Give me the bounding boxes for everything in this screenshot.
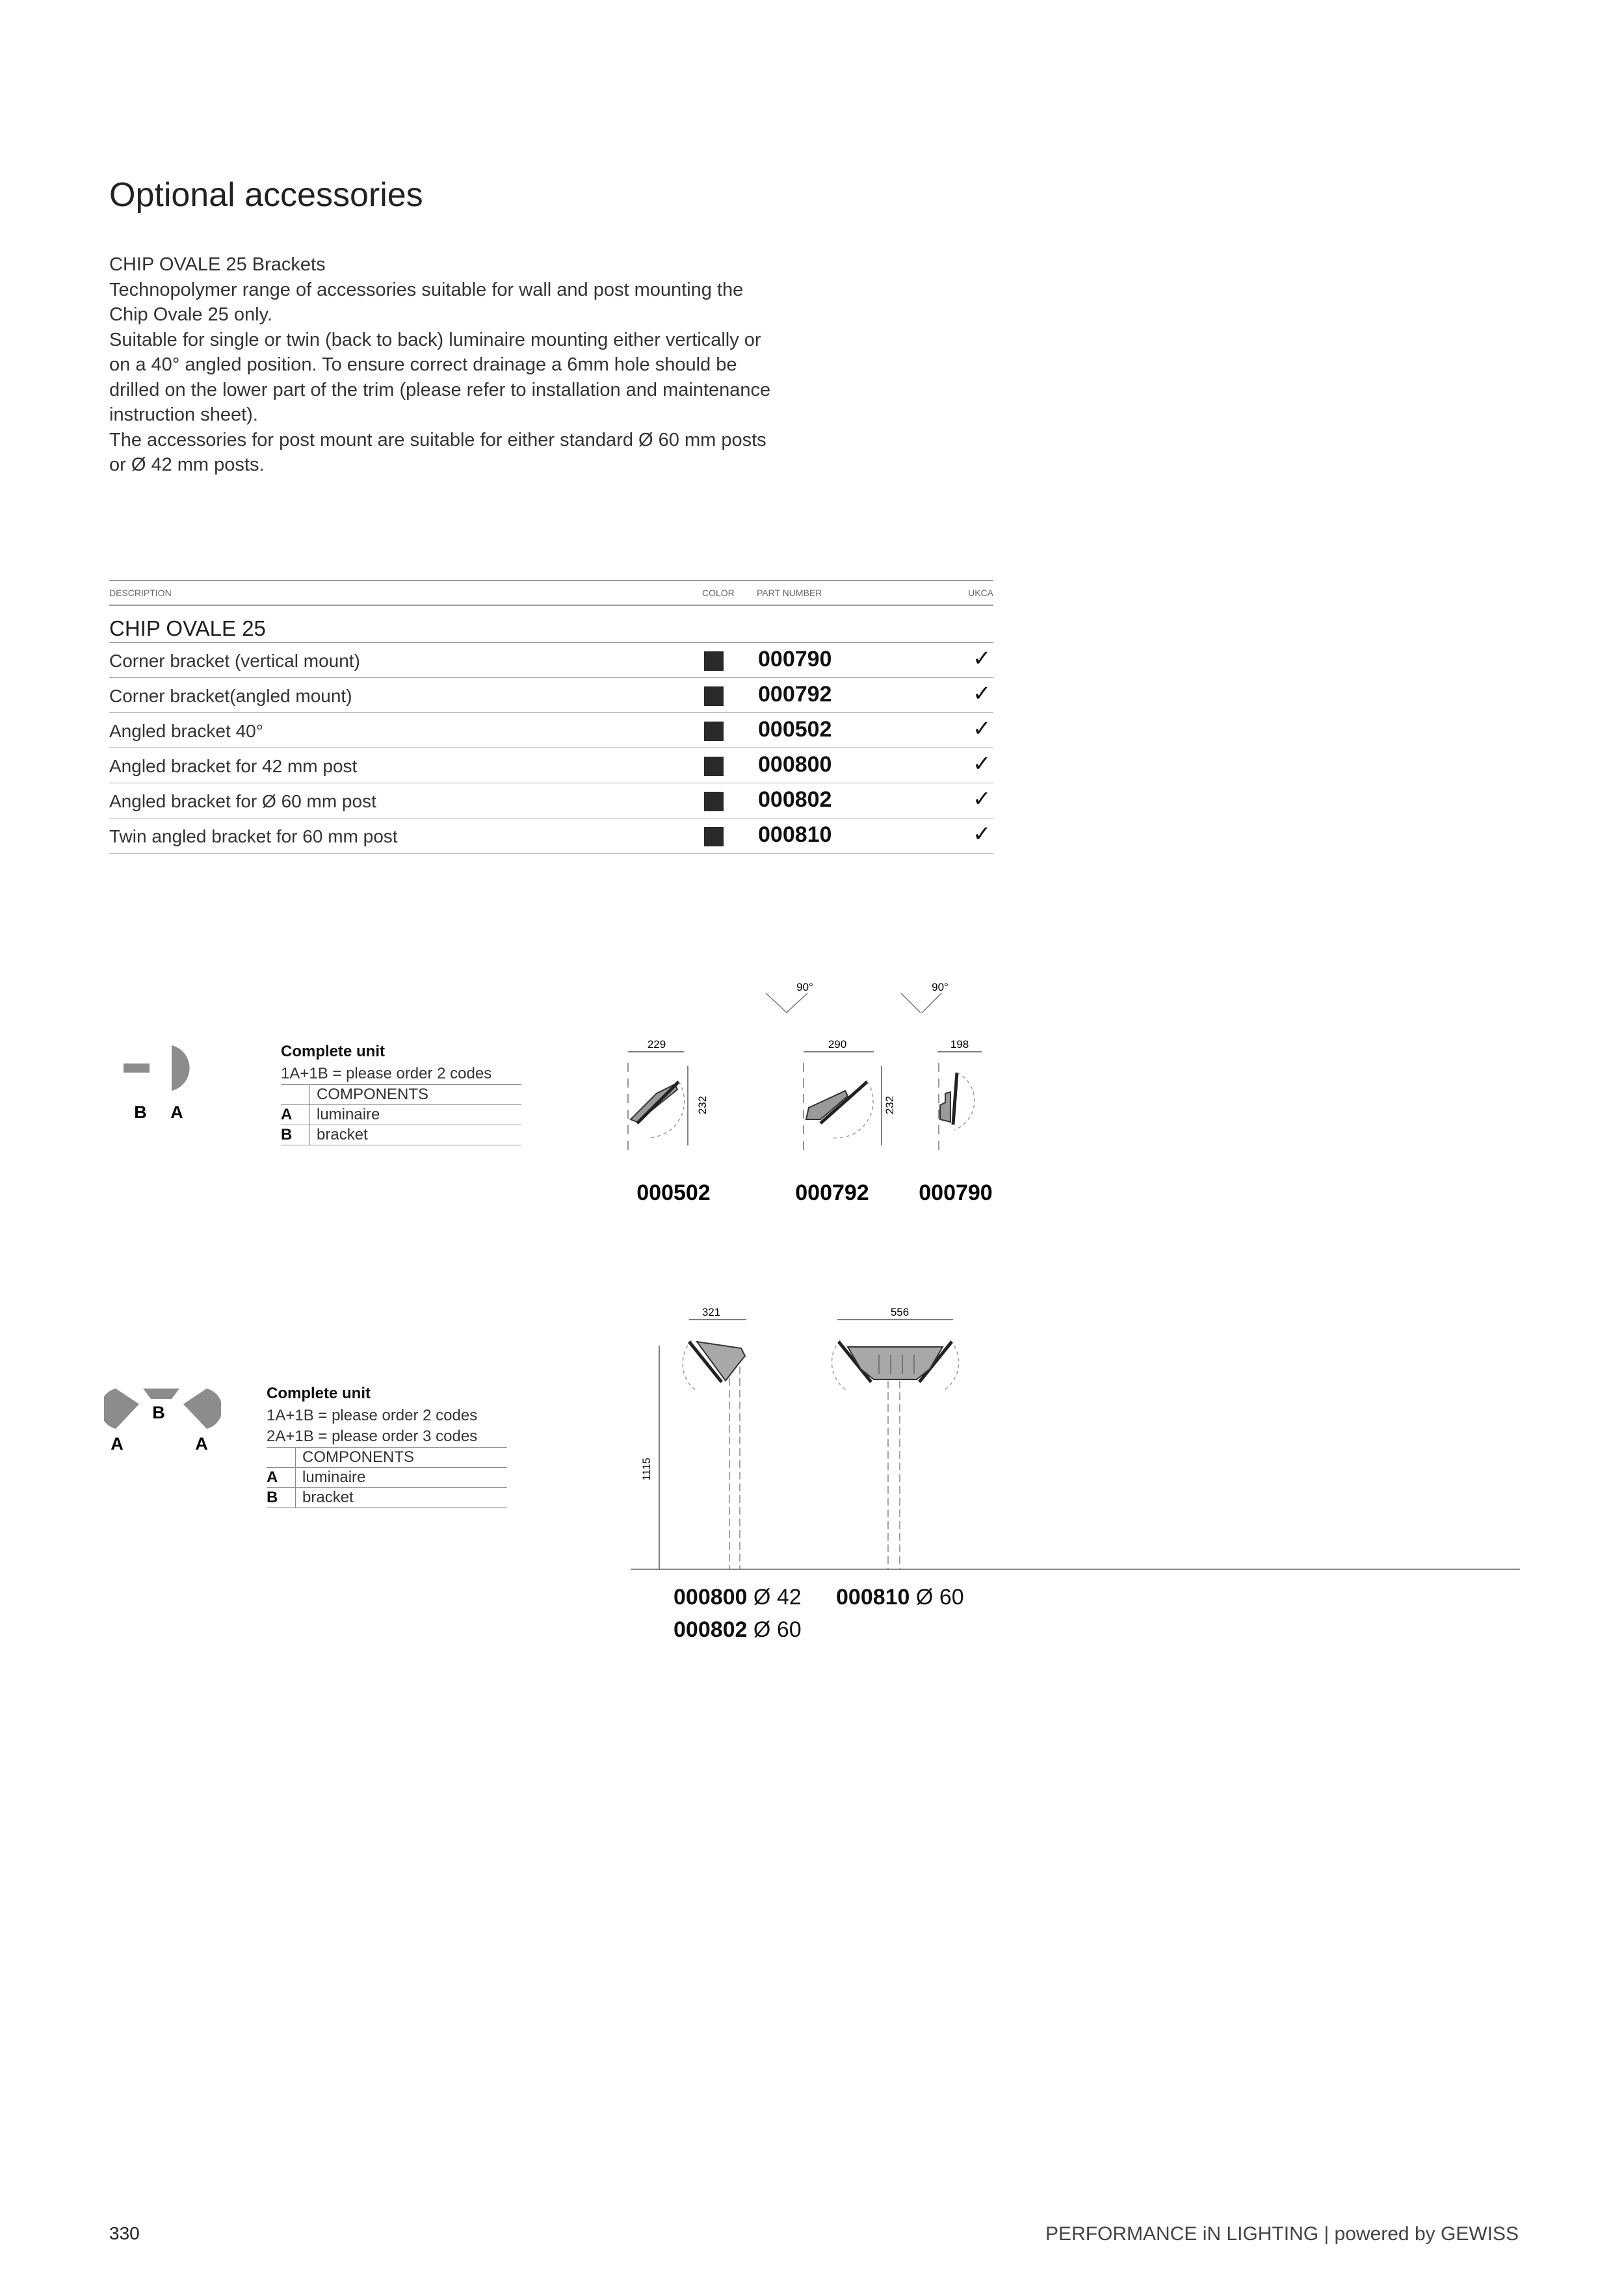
row-description: Angled bracket 40° (109, 721, 263, 741)
code-line (674, 1617, 802, 1643)
ukca-check-icon: ✓ (973, 751, 991, 776)
color-swatch (704, 686, 724, 706)
row-part-number: 000810 (758, 822, 832, 847)
accessories-table (109, 580, 993, 854)
code-suffix: Ø 42 (753, 1585, 802, 1610)
components-table (267, 1447, 507, 1508)
color-swatch (704, 792, 724, 811)
components-title: COMPONENTS (296, 1448, 508, 1468)
post-set-icon (104, 1377, 221, 1455)
drawing-000792 (766, 981, 896, 1205)
code-line (674, 1585, 802, 1610)
row-part-number: 000792 (758, 682, 832, 707)
component-row: B bracket (267, 1488, 507, 1508)
dim-post-height: 1115 (640, 1457, 653, 1481)
dim-width: 290 (828, 1038, 847, 1050)
intro-line: Technopolymer range of accessories suitable for wall and post mounting the Chip Ovale 25 only. (109, 279, 744, 325)
product-code: 000810 (836, 1585, 910, 1610)
order-note: 2A+1B = please order 3 codes (267, 1428, 478, 1445)
header-color: COLOR (702, 588, 735, 598)
row-part-number: 000790 (758, 647, 832, 672)
ukca-check-icon: ✓ (973, 681, 991, 706)
product-code: 000800 (674, 1585, 748, 1610)
complete-unit-heading: Complete unit (267, 1385, 371, 1402)
intro-line: CHIP OVALE 25 Brackets (109, 254, 326, 275)
drawing-code: 000792 (795, 1181, 869, 1205)
table-row (109, 643, 993, 678)
luminaire-shape (104, 1389, 139, 1429)
footer-brand: PERFORMANCE iN LIGHTING | powered by GEWISS (1045, 2223, 1519, 2245)
intro-line: Suitable for single or twin (back to back) luminaire mounting either vertically or on a 40° angled position. To ensure correct drainage a 6mm hole should be drilled on the lower part of the trim (please refer to installation and maintenance instruction sheet). (109, 329, 771, 425)
row-part-number: 000802 (758, 787, 832, 812)
row-part-number: 000502 (758, 717, 832, 742)
page-title: Optional accessories (109, 176, 423, 214)
table-row (109, 713, 993, 748)
table-row (109, 748, 993, 783)
icon-label-b: B (152, 1403, 165, 1422)
icon-label-a: A (170, 1102, 183, 1122)
intro-line: The accessories for post mount are suitable for either standard Ø 60 mm posts or Ø 42 mm posts. (109, 429, 766, 475)
dim-angle: 90° (796, 981, 813, 993)
intro-text (109, 252, 785, 478)
table-row (109, 678, 993, 713)
order-note: 1A+1B = please order 2 codes (281, 1065, 492, 1082)
row-description: Angled bracket for 42 mm post (109, 756, 358, 776)
luminaire-shape (172, 1045, 190, 1091)
row-description: Angled bracket for Ø 60 mm post (109, 791, 376, 811)
table-row (109, 818, 993, 854)
complete-unit-heading: Complete unit (281, 1043, 385, 1060)
bracket-shape (143, 1389, 179, 1399)
row-description: Corner bracket (vertical mount) (109, 651, 360, 671)
wall-set-info (281, 1043, 521, 1145)
color-swatch (704, 757, 724, 776)
drawing-single-post (683, 1306, 746, 1569)
components-title: COMPONENTS (310, 1085, 522, 1105)
dim-angle: 90° (932, 981, 949, 993)
table-header (109, 580, 993, 606)
code-line (836, 1585, 964, 1610)
row-description: Corner bracket(angled mount) (109, 686, 352, 706)
header-description: DESCRIPTION (109, 588, 172, 598)
page-number: 330 (109, 2223, 140, 2243)
color-swatch (704, 651, 724, 671)
wall-set-icon (117, 1034, 208, 1125)
header-ukca: UKCA (968, 588, 993, 598)
drawing-000790 (901, 981, 993, 1205)
table-group-title: CHIP OVALE 25 (109, 606, 993, 643)
color-swatch (704, 827, 724, 846)
component-row: B bracket (281, 1125, 521, 1145)
component-row: A luminaire (267, 1468, 507, 1488)
drawing-000502 (628, 1038, 711, 1205)
wall-drawings (611, 975, 1001, 1222)
dim-height: 232 (696, 1095, 709, 1115)
dim-width: 229 (647, 1038, 666, 1050)
ukca-check-icon: ✓ (973, 787, 991, 811)
icon-label-a: A (195, 1434, 208, 1454)
table-row (109, 783, 993, 818)
ukca-check-icon: ✓ (973, 716, 991, 741)
dim-width: 556 (890, 1306, 910, 1318)
luminaire-shape (183, 1389, 221, 1429)
header-part-number: PART NUMBER (757, 588, 822, 598)
table-rows (109, 643, 993, 854)
icon-label-a: A (111, 1434, 124, 1454)
dim-height: 232 (884, 1095, 896, 1115)
dim-width: 321 (701, 1306, 721, 1318)
code-suffix: Ø 60 (753, 1617, 802, 1642)
post-set-info (267, 1385, 507, 1508)
components-table (281, 1084, 521, 1145)
product-code: 000802 (674, 1617, 748, 1642)
drawing-code: 000502 (636, 1181, 711, 1205)
drawing-code: 000790 (919, 1181, 993, 1205)
row-description: Twin angled bracket for 60 mm post (109, 826, 398, 846)
order-note: 1A+1B = please order 2 codes (267, 1407, 478, 1424)
row-part-number: 000800 (758, 752, 832, 777)
icon-label-b: B (134, 1102, 147, 1122)
bracket-shape (124, 1063, 150, 1073)
color-swatch (704, 722, 724, 741)
code-suffix: Ø 60 (915, 1585, 964, 1610)
drawing-twin-post (832, 1306, 958, 1569)
ukca-check-icon: ✓ (973, 646, 991, 671)
ukca-check-icon: ✓ (973, 822, 991, 846)
dim-width: 198 (950, 1038, 969, 1050)
component-row: A luminaire (281, 1105, 521, 1125)
